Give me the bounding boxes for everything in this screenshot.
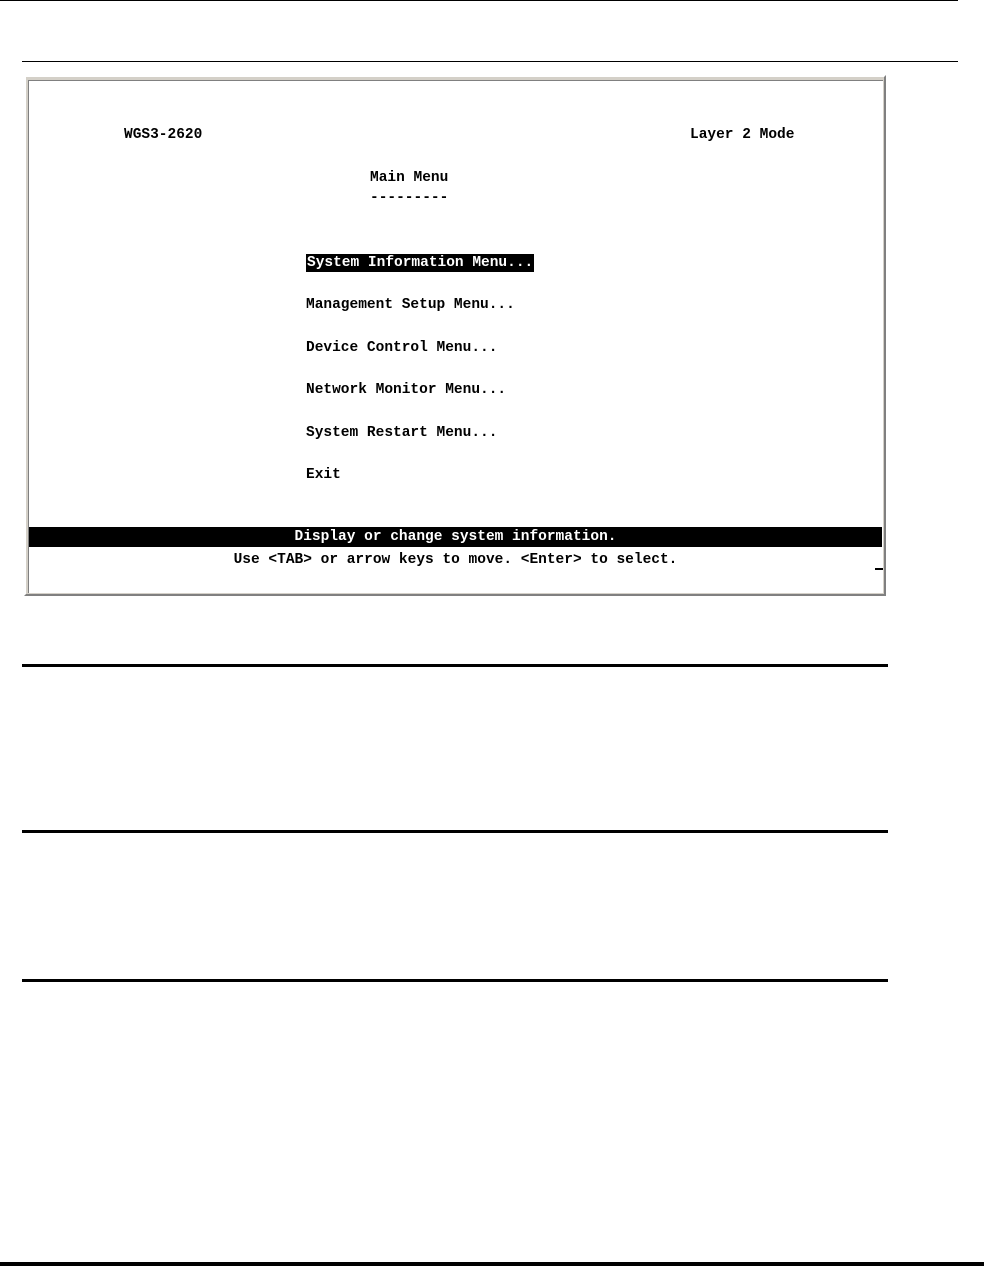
menu-item-network-monitor[interactable]: Network Monitor Menu... (306, 382, 507, 398)
menu-title-underline: --------- (370, 190, 449, 206)
keyboard-hint: Use <TAB> or arrow keys to move. <Enter> to select. (233, 552, 678, 568)
menu-item-management-setup[interactable]: Management Setup Menu... (306, 297, 515, 313)
section-rule-1 (22, 664, 888, 667)
status-bar: Display or change system information. (29, 527, 882, 547)
bottom-rule (0, 1262, 984, 1266)
header-rule (22, 61, 958, 62)
mode-label: Layer 2 Mode (690, 127, 795, 143)
text-cursor (875, 568, 883, 570)
device-name: WGS3-2620 (124, 127, 203, 143)
menu-item-system-information[interactable]: System Information Menu... (307, 255, 534, 271)
section-rule-2 (22, 830, 888, 833)
menu-title: Main Menu (370, 170, 449, 186)
menu-item-device-control[interactable]: Device Control Menu... (306, 340, 498, 356)
menu-item-system-restart[interactable]: System Restart Menu... (306, 425, 498, 441)
terminal-screen[interactable] (28, 80, 883, 593)
section-rule-3 (22, 979, 888, 982)
top-rule (0, 0, 958, 1)
menu-item-exit[interactable]: Exit (306, 467, 341, 483)
